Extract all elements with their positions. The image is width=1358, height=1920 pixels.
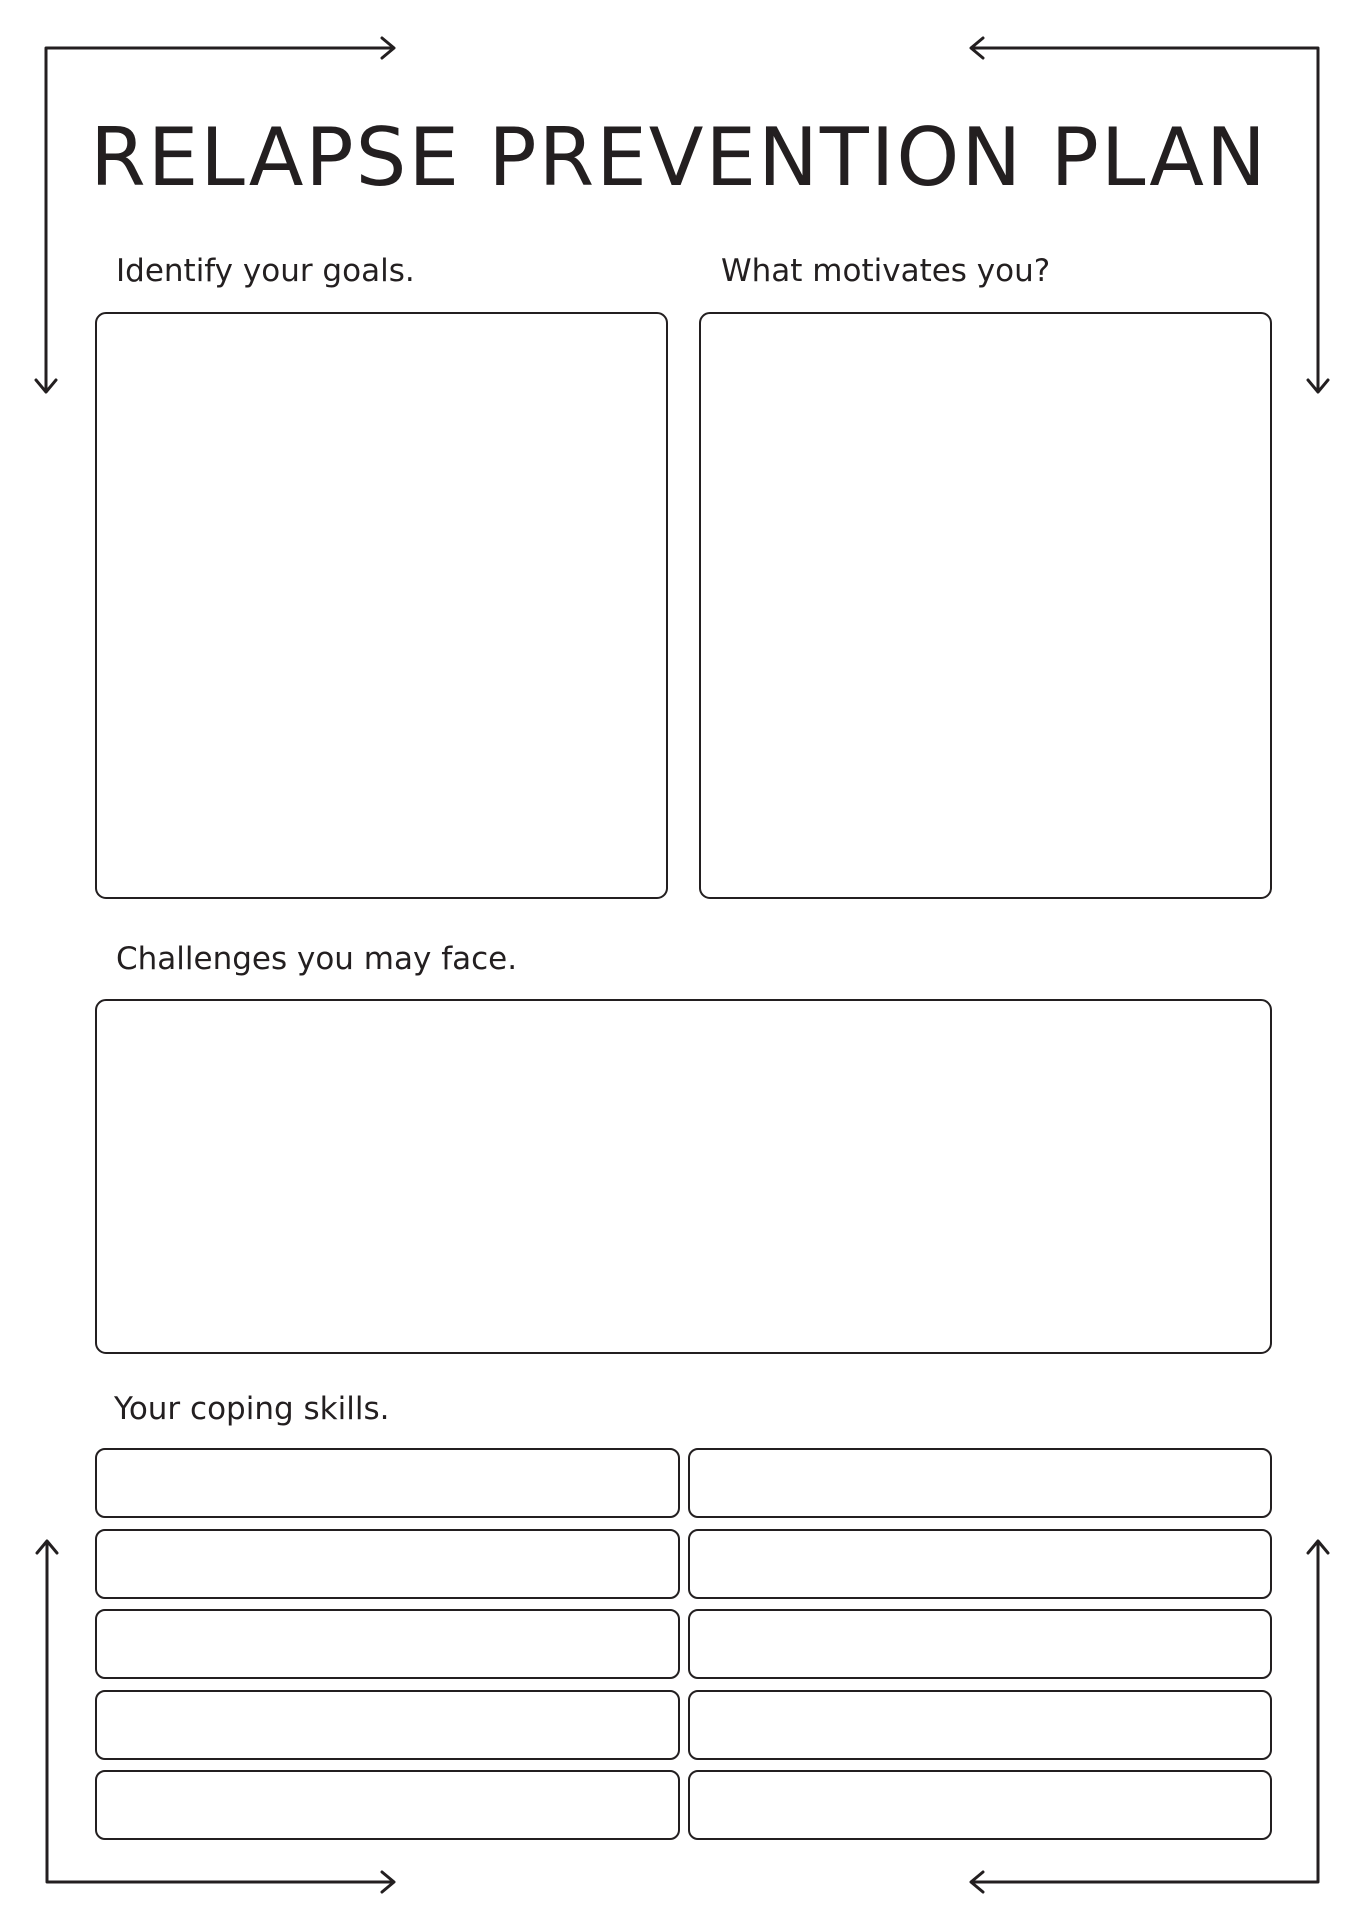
coping-skill-line[interactable]: [95, 1448, 680, 1518]
challenges-label: Challenges you may face.: [116, 941, 518, 977]
page-title: RELAPSE PREVENTION PLAN: [90, 111, 1268, 204]
coping-skill-line[interactable]: [95, 1529, 680, 1599]
coping-skill-line[interactable]: [688, 1448, 1272, 1518]
goals-label: Identify your goals.: [116, 253, 415, 289]
coping-skills-label: Your coping skills.: [114, 1391, 390, 1427]
coping-skill-line[interactable]: [688, 1690, 1272, 1760]
challenges-writing-box[interactable]: [95, 999, 1272, 1354]
coping-skill-line[interactable]: [688, 1609, 1272, 1679]
motivation-label: What motivates you?: [721, 253, 1051, 289]
coping-skill-line[interactable]: [688, 1529, 1272, 1599]
coping-skill-line[interactable]: [95, 1770, 680, 1840]
motivation-writing-box[interactable]: [699, 312, 1272, 899]
goals-writing-box[interactable]: [95, 312, 668, 899]
coping-skill-line[interactable]: [95, 1609, 680, 1679]
coping-skill-line[interactable]: [95, 1690, 680, 1760]
coping-skill-line[interactable]: [688, 1770, 1272, 1840]
